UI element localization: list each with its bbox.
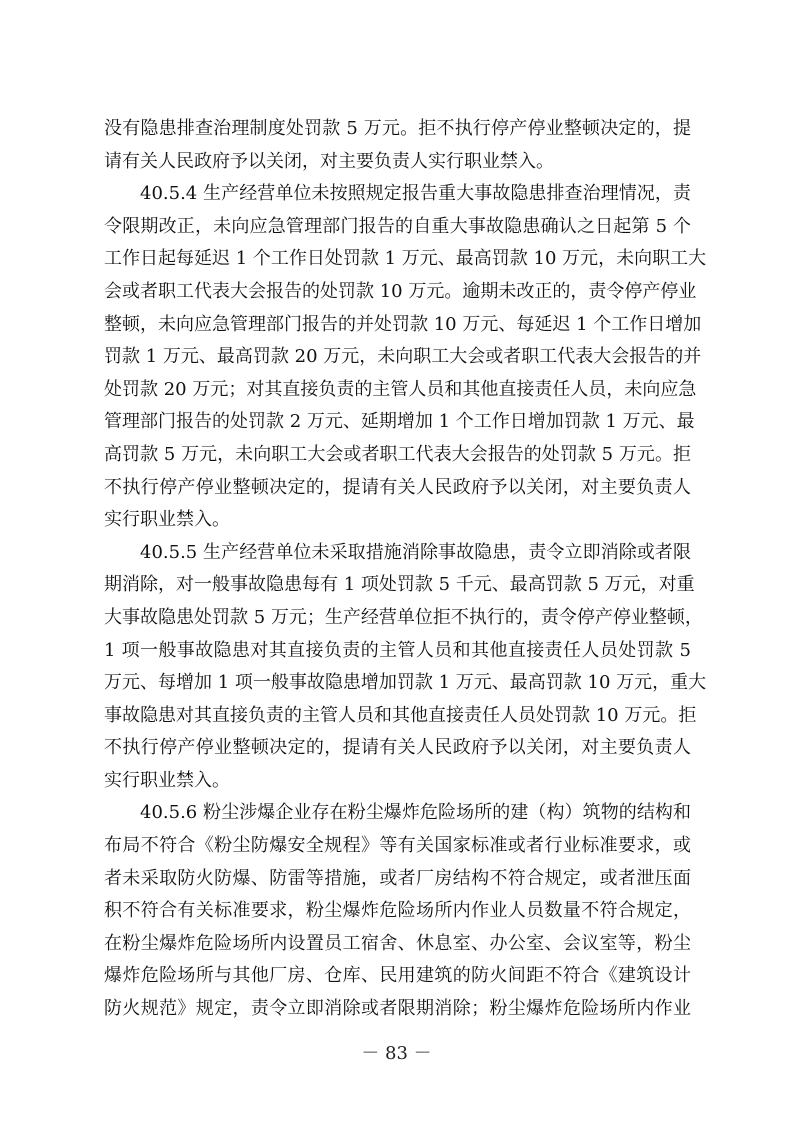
paragraph-continuation [104,113,691,178]
text-line: 高罚款 5 万元，未向职工大会或者职工代表大会报告的处罚款 5 万元。拒 [104,443,691,465]
text-line: 爆炸危险场所与其他厂房、仓库、民用建筑的防火间距不符合《建筑设计 [104,965,691,987]
text-line: 40.5.5 生产经营单位未采取措施消除事故隐患，责令立即消除或者限 [140,541,691,563]
text-line: 防火规范》规定，责令立即消除或者限期消除；粉尘爆炸危险场所内作业 [104,998,691,1020]
document-body [104,113,707,1026]
paragraph-40-5-5 [104,537,707,798]
text-line: 整顿，未向应急管理部门报告的并处罚款 10 万元、每延迟 1 个工作日增加 [104,313,702,335]
text-line: 罚款 1 万元、最高罚款 20 万元，未向职工大会或者职工代表大会报告的并 [104,346,702,368]
text-line: 大事故隐患处罚款 5 万元；生产经营单位拒不执行的，责令停产停业整顿， [104,606,703,628]
text-line: 在粉尘爆炸危险场所内设置员工宿舍、休息室、办公室、会议室等，粉尘 [104,932,691,954]
text-line: 事故隐患对其直接负责的主管人员和其他直接责任人员处罚款 10 万元。拒 [104,704,697,726]
paragraph-40-5-6 [104,797,691,1025]
text-line: 没有隐患排查治理制度处罚款 5 万元。拒不执行停产停业整顿决定的，提 [104,118,691,139]
page-number: － 83 － [361,1043,432,1064]
text-line: 请有关人民政府予以关闭，对主要负责人实行职业禁入。 [104,150,554,172]
text-line: 积不符合有关标准要求，粉尘爆炸危险场所内作业人员数量不符合规定， [104,900,691,922]
text-line: 不执行停产停业整顿决定的，提请有关人民政府予以关闭，对主要负责人 [104,737,691,759]
text-line: 40.5.6 粉尘涉爆企业存在粉尘爆炸危险场所的建（构）筑物的结构和 [140,802,691,824]
paragraph-40-5-4 [104,178,707,537]
text-line: 40.5.4 生产经营单位未按照规定报告重大事故隐患排查治理情况，责 [140,183,691,205]
text-line: 会或者职工代表大会报告的处罚款 10 万元。逾期未改正的，责令停产停业 [104,280,697,302]
text-line: 实行职业禁入。 [104,509,230,531]
text-line: 实行职业禁入。 [104,769,230,791]
text-line: 工作日起每延迟 1 个工作日处罚款 1 万元、最高罚款 10 万元，未向职工大 [104,248,707,270]
text-line: 管理部门报告的处罚款 2 万元、延期增加 1 个工作日增加罚款 1 万元、最 [104,411,695,433]
text-line: 万元、每增加 1 项一般事故隐患增加罚款 1 万元、最高罚款 10 万元，重大 [104,672,707,694]
text-line: 不执行停产停业整顿决定的，提请有关人民政府予以关闭，对主要负责人 [104,476,691,498]
text-line: 令限期改正，未向应急管理部门报告的自重大事故隐患确认之日起第 5 个 [104,215,691,237]
text-line: 期消除，对一般事故隐患每有 1 项处罚款 5 千元、最高罚款 5 万元，对重 [104,574,695,596]
text-line: 处罚款 20 万元；对其直接负责的主管人员和其他直接责任人员，未向应急 [104,378,697,400]
text-line: 布局不符合《粉尘防爆安全规程》等有关国家标准或者行业标准要求，或 [104,835,691,857]
text-line: 者未采取防火防爆、防雷等措施，或者厂房结构不符合规定，或者泄压面 [104,867,691,889]
text-line: 1 项一般事故隐患对其直接负责的主管人员和其他直接责任人员处罚款 5 [104,639,691,661]
